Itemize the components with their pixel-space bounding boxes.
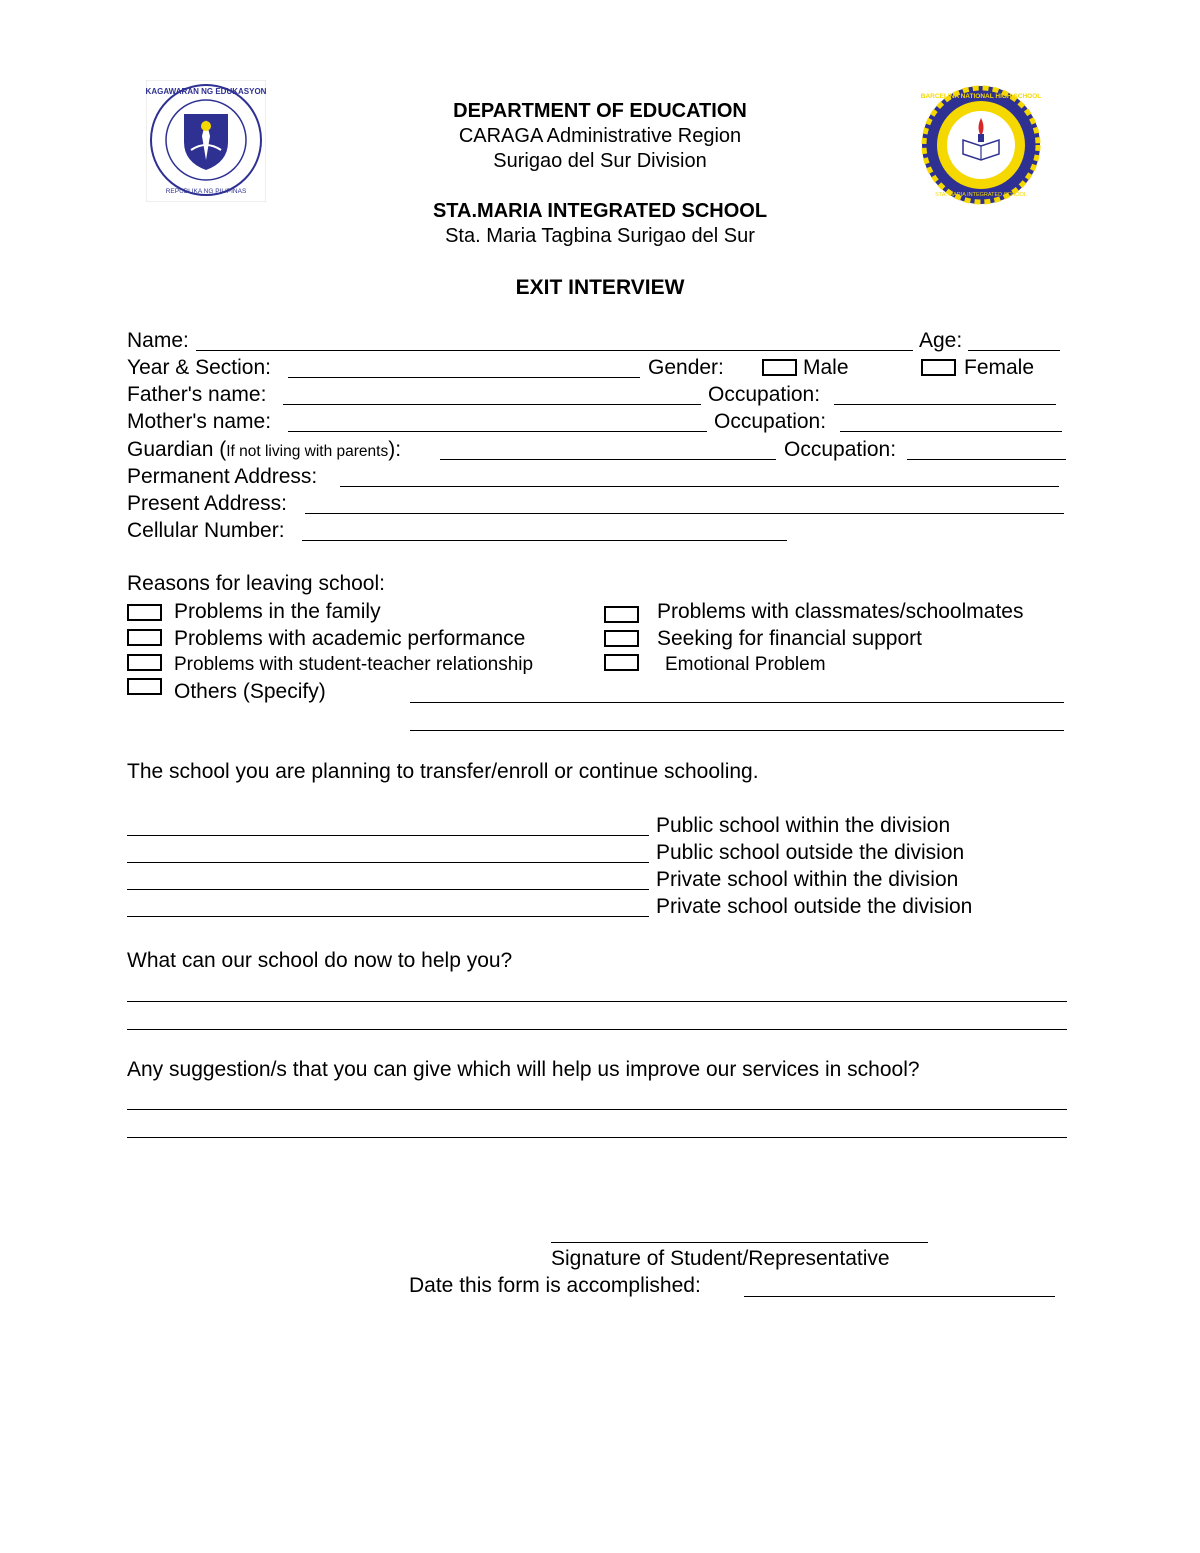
mothers-name-field[interactable] — [288, 431, 707, 432]
form-title: EXIT INTERVIEW — [515, 276, 685, 299]
permanent-address-field[interactable] — [340, 486, 1059, 487]
guardian-note: If not living with parents — [226, 443, 389, 460]
reason-family-label: Problems in the family — [174, 600, 381, 623]
year-section-label: Year & Section: — [127, 356, 271, 379]
others-specify-line-1[interactable] — [410, 702, 1064, 703]
reason-classmates-checkbox[interactable] — [604, 606, 639, 623]
father-occupation-field[interactable] — [834, 404, 1056, 405]
division-text: Surigao del Sur Division — [493, 150, 707, 172]
others-specify-line-2[interactable] — [410, 730, 1064, 731]
guardian-label — [127, 438, 401, 462]
help-answer-line-2[interactable] — [127, 1029, 1067, 1030]
mother-occupation-field[interactable] — [840, 431, 1062, 432]
date-field[interactable] — [744, 1296, 1055, 1297]
guardian-occupation-label: Occupation: — [784, 438, 897, 461]
signature-label: Signature of Student/Representative — [551, 1247, 890, 1270]
right-seal-top-text: BARCELINA NATIONAL HIGH SCHOOL — [920, 93, 1042, 100]
reason-student-teacher-checkbox[interactable] — [127, 654, 162, 671]
reason-emotional-label: Emotional Problem — [665, 654, 826, 675]
left-seal-bottom-text: REPUBLIKA NG PILIPINAS — [165, 188, 247, 195]
transfer-line-3[interactable] — [127, 889, 649, 890]
transfer-option-4: Private school outside the division — [656, 895, 973, 918]
region-text: CARAGA Administrative Region — [458, 125, 742, 147]
gender-label: Gender: — [648, 356, 724, 379]
female-label: Female — [964, 356, 1035, 379]
right-seal-bottom-text: STA. MARIA INTEGRATED SCHOOL — [935, 192, 1027, 198]
transfer-question: The school you are planning to transfer/enroll or continue schooling. — [127, 760, 759, 783]
reasons-heading: Reasons for leaving school: — [127, 572, 385, 595]
reason-classmates-label: Problems with classmates/schoolmates — [657, 600, 1024, 623]
guardian-suffix: ): — [388, 438, 402, 461]
male-label: Male — [803, 356, 849, 379]
guardian-field[interactable] — [440, 459, 776, 460]
reason-financial-checkbox[interactable] — [604, 630, 639, 647]
reason-others-label: Others (Specify) — [174, 680, 326, 703]
left-seal-top-text: KAGAWARAN NG EDUKASYON — [146, 87, 266, 96]
transfer-line-2[interactable] — [127, 862, 649, 863]
reason-academic-checkbox[interactable] — [127, 629, 162, 646]
transfer-option-1: Public school within the division — [656, 814, 951, 837]
suggestion-answer-line-1[interactable] — [127, 1109, 1067, 1110]
department-title: DEPARTMENT OF EDUCATION — [453, 100, 747, 122]
present-address-field[interactable] — [305, 513, 1064, 514]
reason-family-checkbox[interactable] — [127, 604, 162, 621]
reason-student-teacher-label: Problems with student-teacher relationship — [174, 654, 534, 675]
mothers-name-label: Mother's name: — [127, 410, 272, 433]
permanent-address-label: Permanent Address: — [127, 465, 318, 488]
transfer-line-4[interactable] — [127, 916, 649, 917]
reason-financial-label: Seeking for financial support — [657, 627, 922, 650]
date-label: Date this form is accomplished: — [409, 1274, 701, 1297]
age-label: Age: — [919, 329, 963, 352]
cellular-number-label: Cellular Number: — [127, 519, 285, 542]
fathers-name-label: Father's name: — [127, 383, 267, 406]
suggestion-question: Any suggestion/s that you can give which will help us improve our services in school? — [127, 1058, 920, 1081]
reason-others-checkbox[interactable] — [127, 678, 162, 695]
signature-line[interactable] — [551, 1242, 928, 1243]
cellular-number-field[interactable] — [302, 540, 787, 541]
name-field[interactable] — [196, 350, 913, 351]
reason-academic-label: Problems with academic performance — [174, 627, 526, 650]
male-checkbox[interactable] — [762, 359, 797, 376]
school-name: STA.MARIA INTEGRATED SCHOOL — [432, 200, 768, 222]
suggestion-answer-line-2[interactable] — [127, 1137, 1067, 1138]
school-address: Sta. Maria Tagbina Surigao del Sur — [445, 225, 755, 247]
transfer-option-2: Public school outside the division — [656, 841, 965, 864]
name-label: Name: — [127, 329, 189, 352]
age-field[interactable] — [968, 350, 1060, 351]
transfer-option-3: Private school within the division — [656, 868, 959, 891]
father-occupation-label: Occupation: — [708, 383, 821, 406]
help-answer-line-1[interactable] — [127, 1001, 1067, 1002]
year-section-field[interactable] — [288, 377, 640, 378]
transfer-line-1[interactable] — [127, 835, 649, 836]
reason-emotional-checkbox[interactable] — [604, 654, 639, 671]
female-checkbox[interactable] — [921, 359, 956, 376]
mother-occupation-label: Occupation: — [714, 410, 827, 433]
guardian-prefix: Guardian ( — [127, 438, 227, 461]
present-address-label: Present Address: — [127, 492, 287, 515]
guardian-occupation-field[interactable] — [907, 459, 1066, 460]
fathers-name-field[interactable] — [283, 404, 701, 405]
help-question: What can our school do now to help you? — [127, 949, 513, 972]
